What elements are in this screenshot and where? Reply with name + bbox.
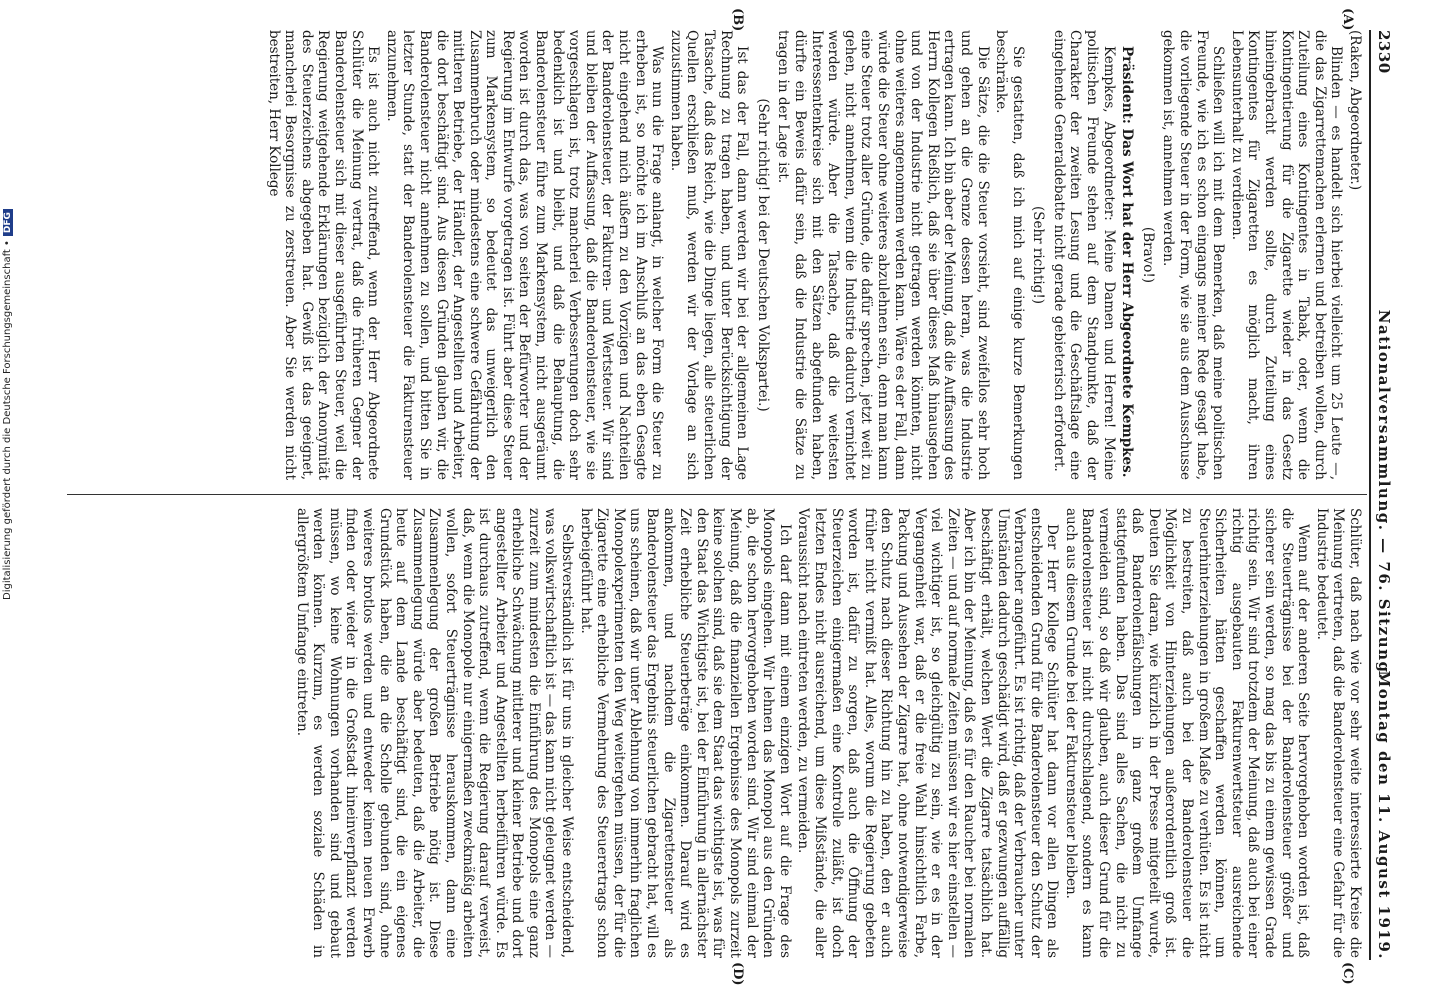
footer-text: Digitalisierung gefördert durch die Deutsche Forschungsgemeinschaft • (2, 240, 13, 600)
paragraph: Was nun die Frage anlangt, in welcher Form die Steuer zu erheben ist, so möchte ich im Anschluß an das eben Gesagte nicht eingehend mich äußern zu den Vorzügen und Nachteilen der Banderolensteuer, der Fakturen- und Wertsteuer. Wir sind und bleiben der Auffassung, daß die Banderolensteuer, wie sie vorgeschlagen ist, trotz mancherlei Verbesserungen doch sehr bedenklich ist und bleibt, und daß die Behauptung, die Banderolensteuer führe zum Markensystem, nicht ausgeräumt worden ist durch das, was von seiten der Befürworter und der Regierung im Entwurfe vorgetragen ist. Führt aber diese Steuer zum Markensystem, so bedeutet das unweigerlich den Zusammenbruch oder mindestens eine schwere Gefährdung der mittleren Betriebe, der Händler, der Angestellten und Arbeiter, die dort beschäftigt sind. Aus diesen Gründen glauben wir, die Banderolensteuer nicht annehmen zu sollen, und bitten Sie in letzter Stunde, statt der Banderolensteuer die Fakturensteuer anzunehmen. (383, 30, 666, 480)
paragraph: Selbstverständlich ist für uns in gleicher Weise entscheidend, was volkswirtschaftlich ist — das kann nicht geleugnet werden — zurzeit zum mindesten die Einführung des Monopols eine ganz erhebliche Schwächung mittlerer und kleiner Betriebe und dort angestellter Arbeiter und Angestellten herbeiführen würde. Es ist durchaus zutreffend, wenn die Regierung darauf verweist, daß, wenn die Monopole nur einigermaßen zweckmäßig arbeiten wollen, sofort Steuerträgnisse herauskommen, dann eine Zusammenlegung der großen Betriebe nötig ist. Diese Zusammenlegung würde aber bedeuten, daß die Arbeiter, die heute auf dem Lande beschäftigt sind, die ein eigenes Grundstück haben, die an die Scholle gebunden sind, ohne weiteres brotlos werden und entweder keinen neuen Erwerb finden oder wieder in die Großstadt hineinverpflanzt werden müssen, wo keine Wohnungen vorhanden sind und gebaut werden können. Kurzum, es werden soziale Schäden in allergrößtem Umfange eintreten. (293, 508, 576, 958)
paragraph: Ich darf dann mit einem einzigen Wort auf die Frage des Monopols eingehen. Wir lehnen das Monopol aus den Gründen ab, die schon hervorgehoben worden sind. Wir sind einmal der Meinung, daß die finanziellen Ergebnisse des Monopols zurzeit keine solchen sind, daß sie dem Staat das wichtigste ist, was für den Staat das Wichtigste ist, bei der Einführung in allernächster Zeit erhebliche Steuerbeträge einkommen. Darauf wird es ankommen, und nachdem die Zigarettensteuer als Banderolensteuer das Ergebnis steuerlichen gebracht hat, will es uns scheinen, daß wir unter Ablehnung von immerhin fraglichen Monopolexperimenten den Weg weitergehen müssen, der für die Zigarette eine erhebliche Vermehrung des Steuerertrags schon herbeigeführt hat. (577, 508, 793, 958)
right-column (68, 508, 1363, 958)
margin-marker-c: (C) (1340, 962, 1355, 985)
interjection: (Sehr richtig! bei der Deutschen Volkspartei.) (754, 98, 771, 412)
header-title: Nationalversammlung. — 76. Sitzung. (1375, 309, 1393, 681)
margin-marker-b: (B) (730, 8, 745, 32)
paragraph: Schlüter, daß nach wie vor sehr weite interessierte Kreise die Meinung vertreten, daß die Banderolensteuer eine Gefahr für die Industrie bedeutet. (1313, 508, 1363, 958)
speaker-note: (Raken, Abgeordneter.) (1347, 30, 1363, 191)
rotated-page (65, 8, 1395, 986)
paragraph: Wenn auf der anderen Seite hervorgehoben worden ist, daß die Steuerträgnisse bei der Banderolensteuer größer und sicherer sein werden, so mag das bis zu einem gewissen Grade richtig sein. Wir sind trotzdem der Meinung, daß auch bei einer richtig ausgebauten Fakturenwertsteuer ausreichende Sicherheiten hätten geschaffen werden können, um Steuerhinterziehungen in großem Maße zu verhüten. Es ist nicht zu bestreiten, daß auch bei der Banderolensteuer die Möglichkeit von Hinterziehungen außerordentlich groß ist. Deuten Sie daran, wie kürzlich in der Presse mitgeteilt wurde, daß Banderolenfälschungen in ganz großem Umfange stattgefunden haben. Das sind alles Sachen, die nicht zu vermeiden sind, so daß wir glauben, auch dieser Grund für die Banderolensteuer ist nicht durchschlagend, sondern es kann auch aus diesem Grunde bei der Fakturensteuer bleiben. (1062, 508, 1312, 958)
column-divider (67, 494, 1367, 495)
interjection: (Sehr richtig!) (1030, 205, 1047, 305)
paragraph: Der Herr Kollege Schlüter hat dann vor allen Dingen als entscheidenden Grund für die Banderolensteuer den Schutz der Verbraucher angeführt. Es ist richtig, daß der Verbraucher unter Umständen dadurch geschädigt wird, daß er gezwungen auffällig beschäftigt erhält, welchen Wert die Zigarre tatsächlich hat. Aber ich bin der Meinung, daß es für den Raucher bei normalen Zeiten — und auf normale Zeiten müssen wir es hier einstellen — viel wichtiger ist, so gleichgültig zu sein, wie er es in der Vergangenheit war, daß er die freie Wahl hinsichtlich Farbe, Packung und Aussehen der Zigarre hat, ohne notwendigerweise den Schutz nach dieser Richtung hin zu haben, den er auch früher nicht vermißt hat. Alles, worum die Regierung gebeten worden ist, dafür zu sorgen, daß auch die Öffnung der Steuerzeichen einigermaßen eine Kontrolle zuläßt, ist doch letzten Endes nicht ausreichend, um diese Mißstände, die aller Voraussicht nach eintreten werden, zu vermeiden. (795, 508, 1061, 958)
margin-marker-d: (D) (730, 962, 745, 986)
page-number: 2330 (1375, 30, 1393, 74)
digitization-footer (2, 209, 13, 600)
paragraph: Schließen will ich mit dem Bemerken, daß meine politischen Freunde, wie ich es schon eingangs meiner Rede gesagt habe, die vorliegende Steuer in der Form, wie sie aus dem Ausschusse gekommen ist, annehmen werden. (1160, 30, 1227, 480)
paragraph: Blinden — es handelt sich hierbei vielleicht um 25 Leute —, die das Zigarrettemachen erlernen und betreiben wollen, durch Zuteilung eines Kontingentes in Tabak, oder, wenn die Kontingentierung für die Zigarette wieder in das Gesetz hineingebracht werden sollte, durch Zuteilung eines Kontingentes für Zigaretten es möglich macht, ihren Lebensunterhalt zu verdienen. (1228, 30, 1345, 480)
paragraph: Es ist auch nicht zutreffend, wenn der Herr Abgeordnete Schlüter die Meinung vertrat, daß die früheren Gegner der Banderolensteuer sich mit dieser ausgeführten Steuer, weil die Regierung weitgehende Erklärungen bezüglich der Anonymität des Steuerzeichens abgegeben hat. Gewiß ist das geeignet, mancherlei Besorgnisse zu zerstreuen. Aber Sie werden nicht bestreiten, Herr Kollege (265, 30, 382, 480)
page-header (1369, 30, 1395, 960)
paragraph-president: Präsident: Das Wort hat der Herr Abgeordnete Kempkes. (1119, 46, 1136, 478)
interjection: (Bravo!) (1139, 226, 1156, 284)
dfg-logo: DFG (3, 209, 13, 236)
paragraph: Ist das der Fall, dann werden wir bei der allgemeinen Lage Rechnung zu tragen haben, und unter Berücksichtigung der Tatsache, daß das Reich, wie die Dinge liegen, alle steuerlichen Quellen erschließen muß, werden wir der Vorlage an sich zuzustimmen haben. (667, 30, 751, 480)
header-date: Montag den 11. August 1919. (1375, 670, 1393, 960)
paragraph: Sie gestatten, daß ich mich auf einige kurze Bemerkungen beschränke. (993, 30, 1026, 480)
paragraph: Die Sätze, die die Steuer vorsieht, sind zweifellos sehr hoch und gehen an die Grenze dessen heran, was die Industrie ertragen kann. Ich bin aber der Meinung, daß die Auffassung des Herrn Kollegen Rießlich, daß sie über dieses Maß hinausgehen und von der Industrie nicht getragen werden könnten, nicht ohne weiteres angenommen werden kann. Wäre es der Fall, dann würde die Steuer ohne weiteres abzulehnen sein, denn man kann eine Steuer trotz aller Gründe, die dafür sprechen, jetzt weit zu gehen, nicht annehmen, wenn die Industrie dadurch vernichtet werden würde. Aber die Tatsache, daß die weitesten Interessentenkreise sich mit den Sätzen abgefunden haben, dürfte ein Beweis dafür sein, daß die Industrie die Sätze zu tragen in der Lage ist. (775, 30, 991, 480)
margin-marker-a: (A) (1340, 8, 1355, 31)
paragraph: Kempkes, Abgeordneter: Meine Damen und Herren! Meine politischen Freunde stehen auf dem Standpunkte, daß der Charakter der zweiten Lesung und die Geschäftslage eine eingehende Generaldebatte nicht gerade gebieterisch erfordert. (1050, 30, 1117, 480)
left-column (68, 30, 1363, 480)
